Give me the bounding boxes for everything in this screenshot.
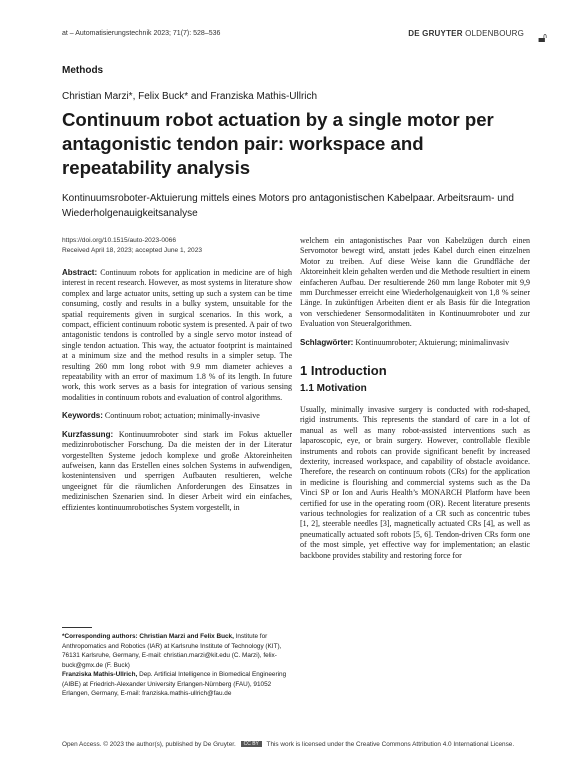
received-dates: Received April 18, 2023; accepted June 1, 2023: [62, 247, 203, 254]
authors: Christian Marzi*, Felix Buck* and Franziska Mathis-Ullrich: [62, 91, 318, 102]
open-access-note: Open Access. © 2023 the author(s), published by De Gruyter.: [62, 741, 236, 748]
license-note: This work is licensed under the Creative Commons Attribution 4.0 International License.: [266, 741, 515, 748]
kurzfassung: Kurzfassung: Kontinuumroboter sind stark im Fokus aktueller medizinrobotischer Forschung. Da die meisten der in der Literatur vorgestellten Systeme jedoch komplexe und große Aktoreinheiten aufweisen, kann das Erstellen eines solchen Systems in aufwendigen, kostenintensiven und sperrigen Aufbauten resultieren, welche ungeeignet für die räumlichen Anforderungen des Einsatzes in medizinischen Szenarien sind. In dieser Arbeit wird ein einfaches, effizientes kontinuumrobotisches System vorgestellt, in: [62, 429, 292, 512]
left-column: [62, 236, 292, 521]
keywords: Keywords: Continuum robot; actuation; minimally-invasive: [62, 411, 260, 421]
kurzfassung-continued: welchem ein antagonistisches Paar von Kabelzügen durch einen Servomotor bewegt wird, anstatt jedes Kabel durch einen einzelnen Motor zu treiben. Auf diese Weise kann die Grundfläche der Aktoreinheit klein gehalten werden und die Methode resultiert in einem einfacheren Aufbau. Der resultierende 260 mm lange Roboter mit 9,9 mm Durchmesser erreicht eine Wiederholgenauigkeit von 1,8 % seiner Länge. In zukünftigen Arbeiten dient er als Basis für die Integration von verschiedener Sensormodalitäten in Kontinuumroboter und zur Evaluation von Steueralgorithmen.: [300, 236, 530, 329]
section-heading-introduction: 1 Introduction: [300, 363, 387, 379]
doi-link[interactable]: https://doi.org/10.1515/auto-2023-0066: [62, 237, 177, 244]
open-access-icon: 🔓︎: [538, 29, 548, 45]
footnote-rule: [62, 627, 92, 628]
coauthor-affiliation: Franziska Mathis-Ullrich, Dep. Artificial Intelligence in Biomedical Engineering (AIBE) at Friedrich-Alexander University Erlangen-Nürnberg (FAU), 91052 Erlangen, Germany, E-mail: franziska.mathis-ullrich@fau.de: [62, 671, 287, 697]
motivation-text: Usually, minimally invasive surgery is conducted with rod-shaped, rigid instruments. This represents the standard of care in a lot of manual as well as many robot-assisted interventions such as laparoscopic, eye, or brain surgery. However, controllable flexible instruments and robots can provide significant benefit by increased dexterity, increased workspace, and capability of obstacle avoidance. Therefore, the research on continuum robots (CRs) for the application in medicine is flourishing and commercial systems such as the Da Vinci SP or Ion and Auris Health’s MONARCH Platform have been certified for use in the operating room (OR). Recent literature presents various technologies for realization of a CR such as concentric tubes [1, 2], steerable needles [3], magnetically actuated CRs [4], as well as pneumatically actuated soft robots [5, 6]. Tendon-driven CRs form one of the most simple, yet effective way for implementation; an elastic backbone provides stability and restoring force for: [300, 404, 530, 560]
cc-license-badge[interactable]: CC BY: [241, 741, 262, 747]
footnote: [62, 627, 292, 699]
right-column: [300, 236, 530, 569]
schlagwoerter: Schlagwörter: Kontinuumroboter; Aktuierung; minimalinvasiv: [300, 337, 510, 347]
page-footer: [62, 741, 552, 748]
page-header: [62, 30, 530, 44]
abstract: Abstract: Continuum robots for application in medicine are of high interest in recent research. However, as most systems in literature show complex and large actuator units, setting up such a system can be time consuming, costly and results in a bulky system, unsuitable for the spatial requirements given in surgical scenarios. In this work, a compact, efficient continuum robotic system is presented. A pair of two antagonistic tendons is controlled by a single servo motor instead of single tendon actuation. This way, the actuator footprint is maintained at a minimum size and the method results in a simpler setup. The resulting 260 mm long robot with 9.9 mm diameter achieves a repeatability with an error of maximum 1.8 % of its length. In future work, this work serves as a basis for integration of various sensing modalities in continuum robots and evaluation of control algorithms.: [62, 268, 292, 402]
publisher-logo: DE GRUYTER OLDENBOURG: [408, 29, 524, 38]
corresponding-authors: *Corresponding authors: Christian Marzi and Felix Buck, Institute for Anthropomatics and Robotics (IAR) at Karlsruhe Institute of Technology (KIT), 76131 Karlsruhe, Germany, E-mail: christian.marzi@kit.edu (C. Marzi), felix-buck@gmx.de (F. Buck): [62, 633, 282, 669]
journal-citation: at – Automatisierungstechnik 2023; 71(7): 528–536: [62, 30, 221, 37]
subsection-heading-motivation: 1.1 Motivation: [300, 383, 367, 395]
paper-title: Continuum robot actuation by a single motor per antagonistic tendon pair: workspace and repeatability analysis: [62, 109, 494, 178]
section-label: Methods: [62, 65, 104, 76]
paper-subtitle: Kontinuumsroboter-Aktuierung mittels eines Motors pro antagonistischen Kabelpaar. Arbeitsraum- und Wiederholgenauigkeitsanalyse: [62, 193, 514, 219]
